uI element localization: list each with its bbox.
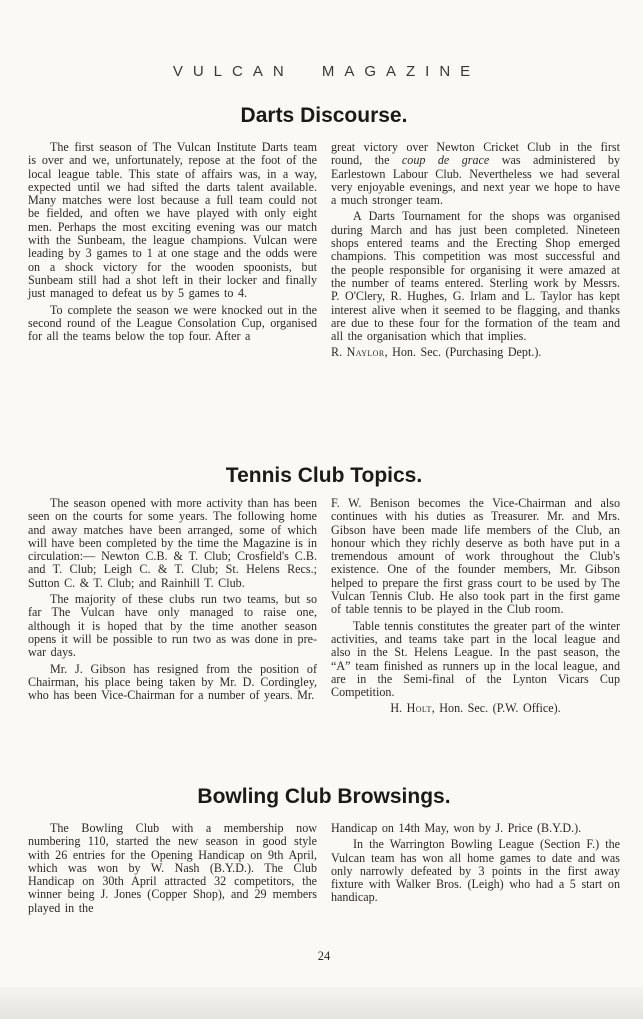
article-title-bowling: Bowling Club Browsings. [197,785,451,808]
scan-bottom-edge [0,987,643,1019]
article-bowling-columns [28,822,620,948]
page-content [0,103,643,964]
paragraph: F. W. Benison becomes the Vice-Chairman and also continues with his duties as Treasurer. Mr. and Mrs. Gibson have been made life members of the Club, an honour which they richly deserve as both have put in a tremendous amount of work throughout the Club's existence. One of the founder members, Mr. Gibson helped to prepare the first grass court to be used by The Vulcan Tennis Club. He also took part in the first game of table tennis to be played in the Club room. [331,496,620,617]
paragraph: Table tennis constitutes the greater part of the winter activities, and teams take part in the local league and also in the St. Helens League. In the past season, the “A” team finished as runners up in the local league, and are in the Semi-final of the Lynton Vicars Cup Competition. [331,618,620,700]
paragraph: A Darts Tournament for the shops was organised during March and has just been completed. Nineteen shops entered teams and the Erecting Shop emerged champions. This competition was most successful and the people responsible for organising it were amazed at the number of teams entered. Sterling work by Messrs. P. O'Clery, R. Hughes, G. Irlam and L. Taylor has kept interest alive when it seemed to be flagging, and thanks are due to these four for the formation of the team and all the organisation which that implies. [331,209,620,344]
masthead: VULCAN MAGAZINE [172,63,481,80]
paragraph: Mr. J. Gibson has resigned from the position of Chairman, his place being taken by Mr. D. Cordingley, who has been Vice-Chairman for a number of years. Mr. [28,661,317,703]
article-title-darts: Darts Discourse. [240,104,408,127]
paragraph: The majority of these clubs run two teams, but so far The Vulcan have only managed to raise one, although it is hoped that by the time another season opens it will be possible to run two as was done in pre-war days. [28,592,317,660]
paragraph: great victory over Newton Cricket Club in the first round, the coup de grace was administered by Earlestown Labour Club. Nevertheless we had several very enjoyable evenings, and next year we hope to have a much stronger team. [331,140,620,208]
article-column-left [28,141,317,463]
article-column-right [331,822,620,948]
signature: R. Naylor, Hon. Sec. (Purchasing Dept.). [331,345,542,360]
signature: H. Holt, Hon. Sec. (P.W. Office). [390,701,561,716]
article-column-left [28,497,317,784]
paragraph: Handicap on 14th May, won by J. Price (B.Y.D.). [331,821,582,835]
paragraph: The season opened with more activity than has been seen on the courts for some years. The following home and away matches have been arranged, some of which will have been completed by the time the Magazine is in circulation:— Newton C.B. & T. Club; Crosfield's C.B. and T. Club; Leigh C. & T. Club; St. Helens Recs.; Sutton C. & T. Club; and Rainhill T. Club. [28,496,317,590]
page-number: 24 [317,949,331,963]
article-column-right [331,497,620,784]
article-column-right [331,141,620,463]
article-darts-columns [28,141,620,463]
article-tennis-columns [28,497,620,784]
paragraph: In the Warrington Bowling League (Section F.) the Vulcan team has won all home games to date and was only narrowly defeated by 3 points in the first away fixture with Walker Bros. (Leigh) who had a 5 start on handicap. [331,837,620,905]
paragraph: The first season of The Vulcan Institute Darts team is over and we, unfortunately, repose at the foot of the local league table. This state of affairs was, in a way, expected until we had sifted the darts talent available. Many matches were lost because a full team could not be fielded, and often we have played with only eight men. Perhaps the most exciting evening was our match with the Sunbeam, the league champions. Vulcan were leading by 3 games to 1 at one stage and the odds were on a shock victory for the wooden spoonists, but Sunbeam still had a shot left in their locker and finally just managed to defeat us by 5 games to 4. [28,140,317,301]
paragraph: The Bowling Club with a membership now numbering 110, started the new season in good style with 26 entries for the Opening Handicap on 9th April, which was won by W. Nash (B.Y.D.). The Club Handicap on 30th April attracted 32 competitors, the winner being J. Jones (Copper Shop), and 29 members played in the [28,821,317,915]
paragraph: To complete the season we were knocked out in the second round of the League Consolation Cup, organised for all the teams below the top four. After a [28,302,317,344]
article-column-left [28,822,317,948]
article-title-tennis: Tennis Club Topics. [225,464,423,487]
